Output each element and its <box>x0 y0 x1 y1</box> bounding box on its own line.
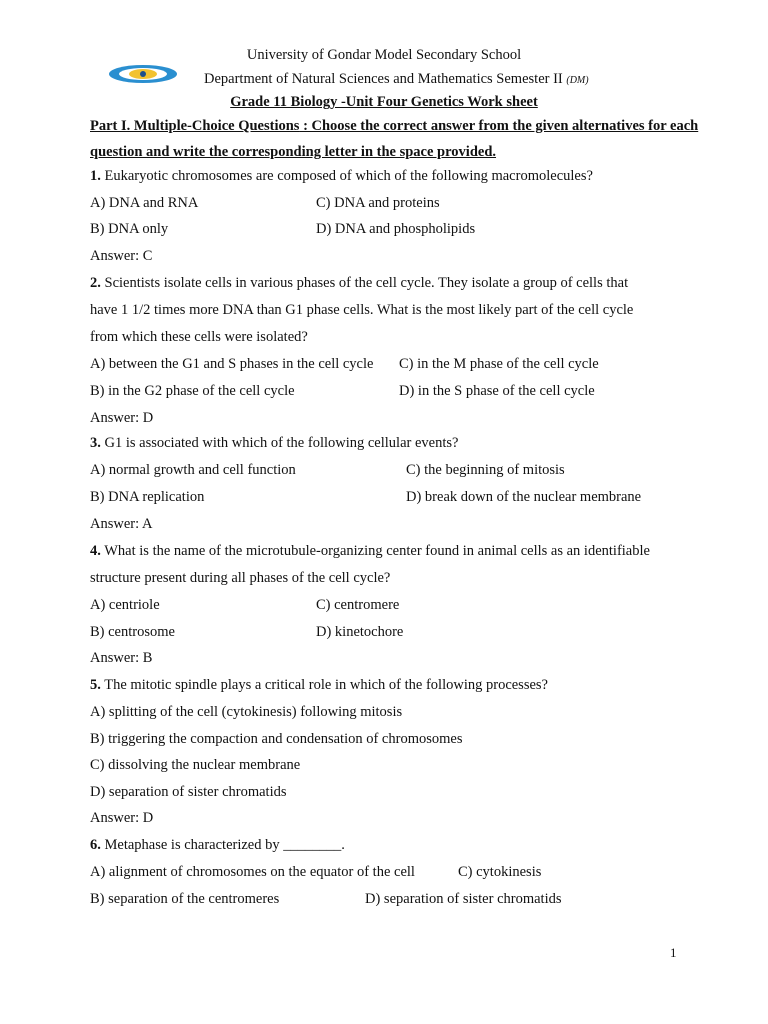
question-number: 6. <box>90 837 101 853</box>
question-3-option-a: A) normal growth and cell function <box>90 462 296 478</box>
question-2-stem <box>90 274 628 292</box>
question-2-option-c: C) in the M phase of the cell cycle <box>399 356 599 372</box>
question-number: 4. <box>90 543 101 559</box>
department-line <box>204 70 589 90</box>
question-6-option-b: B) separation of the centromeres <box>90 891 280 907</box>
question-3-answer: Answer: A <box>90 516 153 532</box>
question-number: 3. <box>90 435 101 451</box>
part1-instruction-2: question and write the corresponding letter in the space provided. <box>90 144 497 160</box>
question-1-option-a: A) DNA and RNA <box>90 195 199 211</box>
question-4-option-b: B) centrosome <box>90 624 175 640</box>
question-4-option-c: C) centromere <box>316 597 400 613</box>
question-number: 5. <box>90 677 101 693</box>
question-1-option-c: C) DNA and proteins <box>316 195 440 211</box>
question-text: Eukaryotic chromosomes are composed of which of the following macromolecules? <box>104 168 593 184</box>
question-number: 2. <box>90 275 101 291</box>
department-name: Department of Natural Sciences and Mathematics Semester II <box>204 71 563 87</box>
question-3-option-b: B) DNA replication <box>90 489 205 505</box>
question-4-option-a: A) centriole <box>90 597 160 613</box>
question-6-option-d: D) separation of sister chromatids <box>365 891 562 907</box>
question-2-answer: Answer: D <box>90 410 154 426</box>
question-text: The mitotic spindle plays a critical role in which of the following processes? <box>104 677 548 693</box>
school-logo-icon <box>108 64 178 84</box>
question-1-option-b: B) DNA only <box>90 221 169 237</box>
part1-heading-line <box>90 117 698 135</box>
question-3-stem <box>90 434 458 452</box>
question-4-stem-line-2: structure present during all phases of the cell cycle? <box>90 570 391 586</box>
question-5-option-a: A) splitting of the cell (cytokinesis) following mitosis <box>90 704 403 720</box>
question-6-stem <box>90 836 345 854</box>
question-5-option-c: C) dissolving the nuclear membrane <box>90 757 301 773</box>
question-4-stem <box>90 542 650 560</box>
question-1-stem <box>90 167 593 185</box>
question-2-option-d: D) in the S phase of the cell cycle <box>399 383 595 399</box>
question-5-option-b: B) triggering the compaction and condensation of chromosomes <box>90 731 463 747</box>
question-6-option-c: C) cytokinesis <box>458 864 542 880</box>
school-name: University of Gondar Model Secondary School <box>246 47 522 63</box>
question-6-option-a: A) alignment of chromosomes on the equator of the cell <box>90 864 415 880</box>
question-2-stem-line-2: have 1 1/2 times more DNA than G1 phase cells. What is the most likely part of the cell cycle <box>90 302 634 318</box>
question-4-answer: Answer: B <box>90 650 153 666</box>
question-5-answer: Answer: D <box>90 810 154 826</box>
question-3-option-c: C) the beginning of mitosis <box>406 462 565 478</box>
question-text: Metaphase is characterized by ________. <box>104 837 345 853</box>
part1-instruction-1: : Choose the correct answer from the given alternatives for each <box>299 118 699 134</box>
question-1-option-d: D) DNA and phospholipids <box>316 221 476 237</box>
question-1-answer: Answer: C <box>90 248 153 264</box>
question-number: 1. <box>90 168 101 184</box>
question-text: What is the name of the microtubule-organizing center found in animal cells as an identifiable <box>104 543 650 559</box>
question-2-option-a: A) between the G1 and S phases in the cell cycle <box>90 356 374 372</box>
question-2-option-b: B) in the G2 phase of the cell cycle <box>90 383 295 399</box>
worksheet-title: Grade 11 Biology -Unit Four Genetics Work sheet <box>230 94 538 110</box>
question-4-option-d: D) kinetochore <box>316 624 404 640</box>
part1-heading: Part I. Multiple-Choice Questions <box>90 118 300 134</box>
question-3-option-d: D) break down of the nuclear membrane <box>406 489 642 505</box>
question-5-option-d: D) separation of sister chromatids <box>90 784 287 800</box>
question-5-stem <box>90 676 548 694</box>
page-number: 1 <box>670 945 677 960</box>
department-note: (DM) <box>566 75 589 86</box>
question-2-stem-line-3: from which these cells were isolated? <box>90 329 308 345</box>
question-text: Scientists isolate cells in various phases of the cell cycle. They isolate a group of cells that <box>104 275 629 291</box>
question-text: G1 is associated with which of the following cellular events? <box>104 435 459 451</box>
